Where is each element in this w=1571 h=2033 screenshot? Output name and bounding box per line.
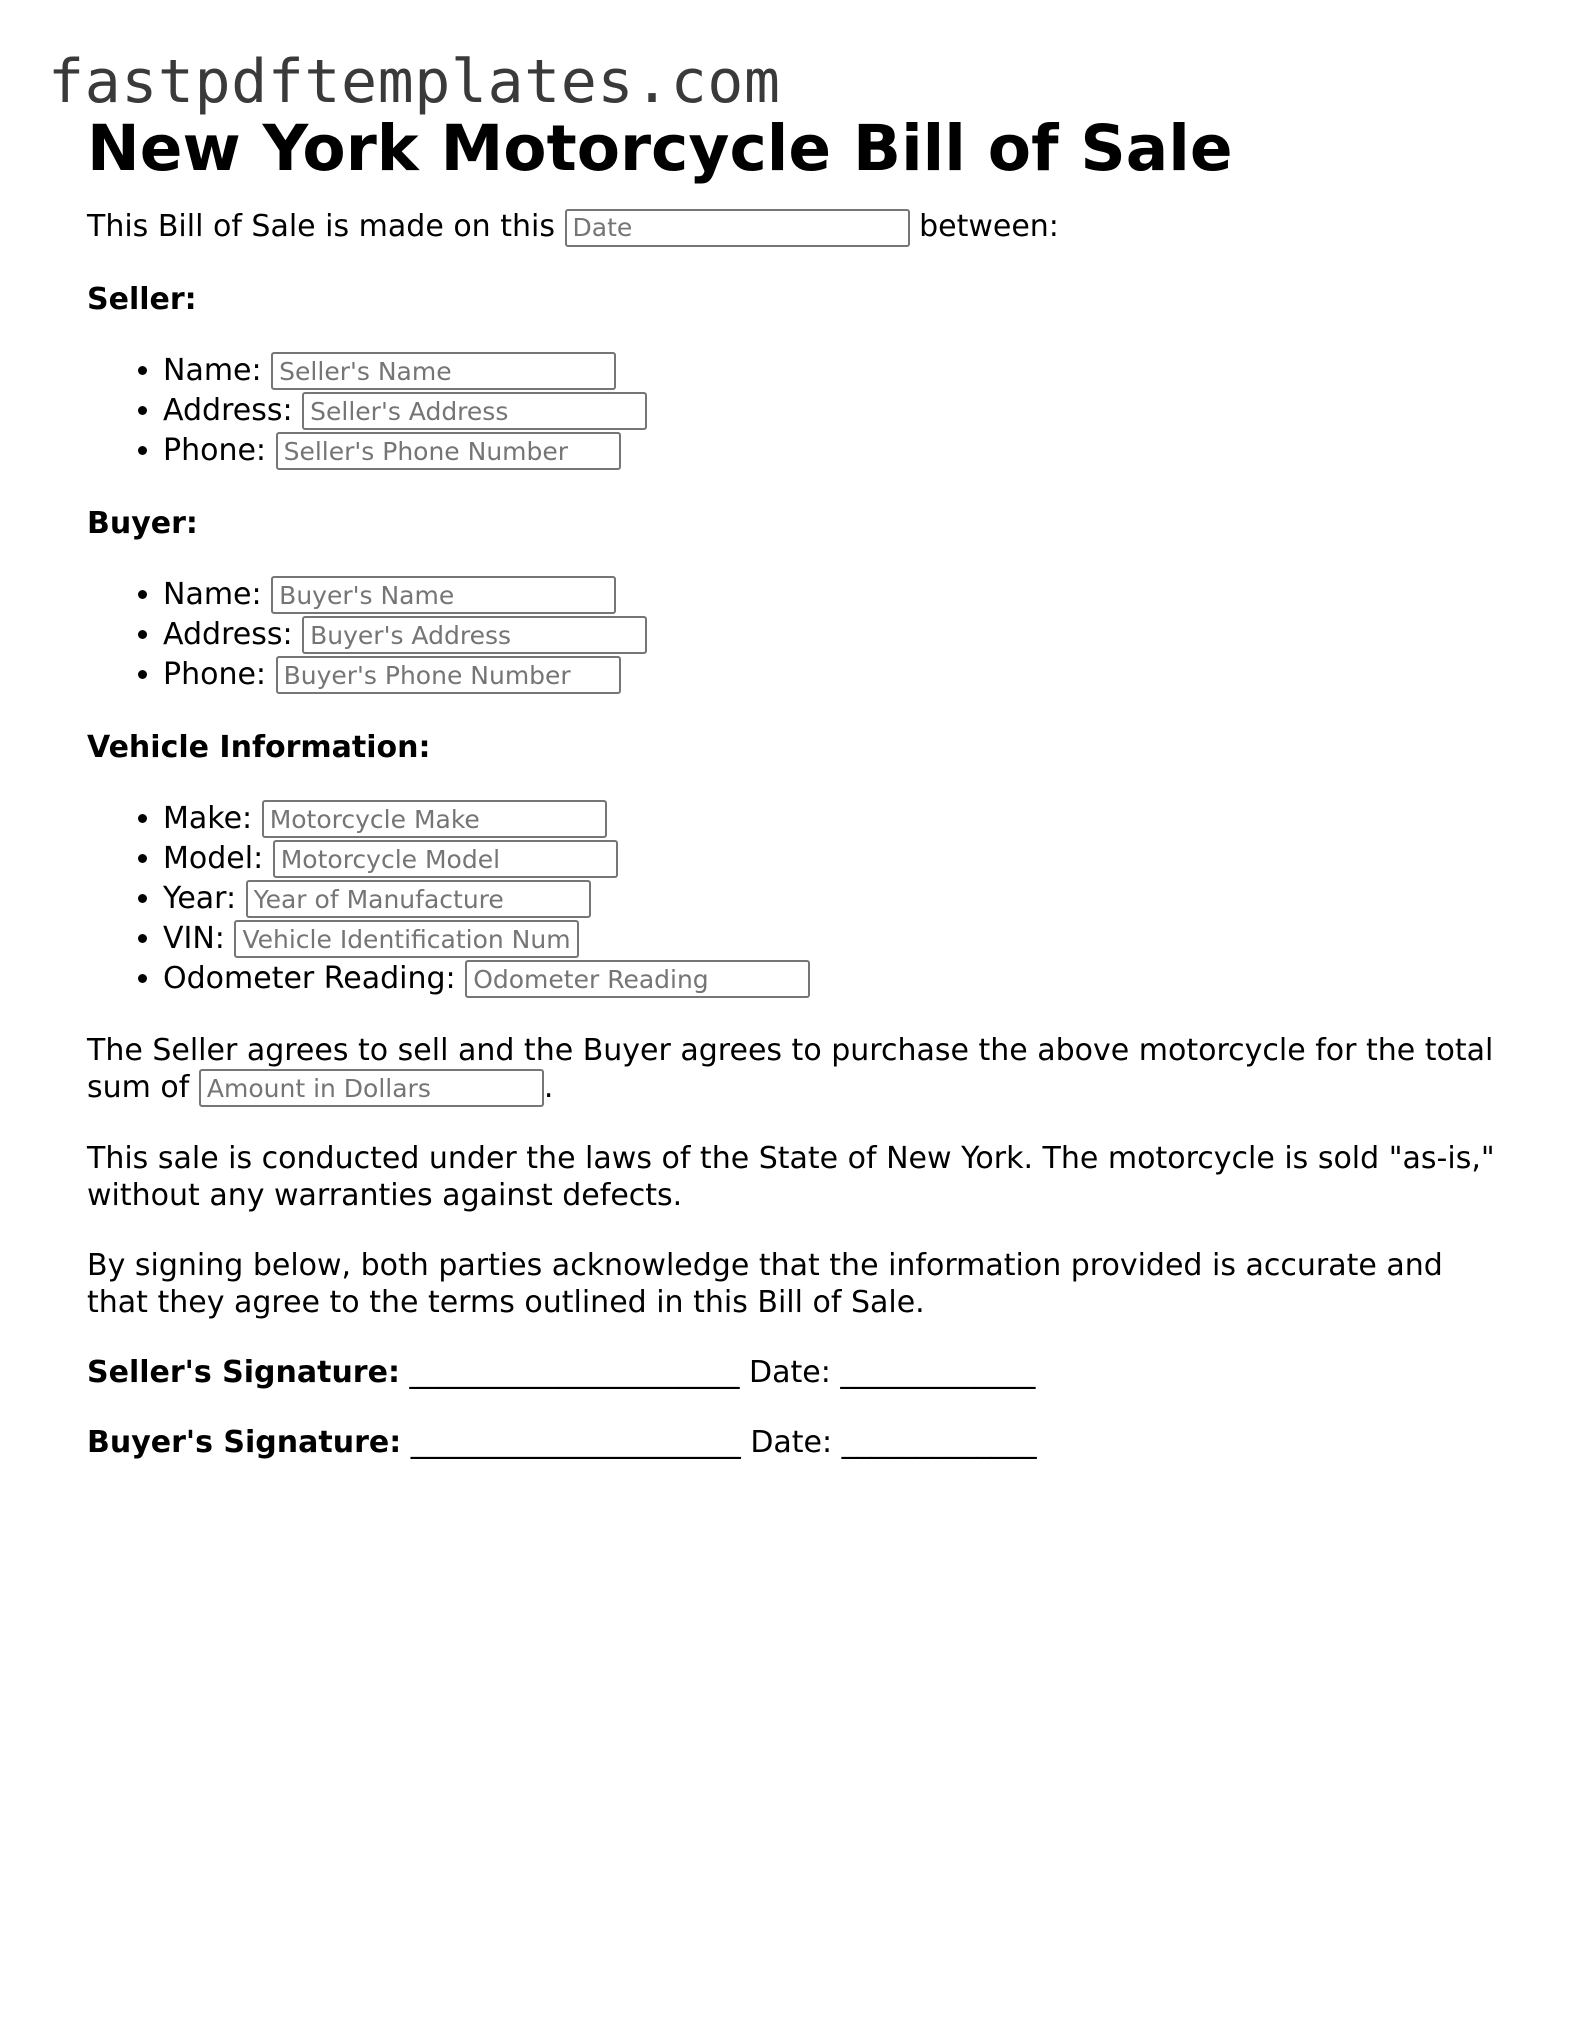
vehicle-model-input[interactable] [273,840,618,878]
seller-list [87,351,1507,471]
price-text: The Seller agrees to sell and the Buyer agrees to purchase the above motorcycle for the total sum of [87,1032,1494,1105]
seller-name-label: Name: [163,352,262,388]
buyer-phone-item [163,655,1507,695]
seller-signature-blank: ______________________ [409,1355,740,1390]
buyer-signature-line [87,1424,1507,1461]
seller-address-item [163,391,1507,431]
vehicle-odometer-input[interactable] [465,960,810,998]
vehicle-year-input[interactable] [246,880,591,918]
vehicle-odometer-item [163,959,1507,999]
buyer-address-input[interactable] [302,616,647,654]
vehicle-year-item [163,879,1507,919]
vehicle-vin-label: VIN: [163,920,225,956]
buyer-phone-label: Phone: [163,656,267,692]
amount-input[interactable] [199,1069,544,1107]
vehicle-make-item [163,799,1507,839]
buyer-date-blank: _____________ [841,1425,1037,1460]
vehicle-vin-input[interactable] [234,920,579,958]
vehicle-vin-item [163,919,1507,959]
seller-signature-line [87,1354,1507,1391]
buyer-name-input[interactable] [271,576,616,614]
buyer-date-label: Date: [750,1425,833,1460]
buyer-signature-blank: ______________________ [410,1425,741,1460]
seller-date-label: Date: [749,1355,831,1390]
vehicle-heading: Vehicle Information: [87,729,431,765]
seller-name-input[interactable] [271,352,616,390]
vehicle-make-label: Make: [163,800,253,836]
buyer-name-label: Name: [163,576,262,612]
vehicle-odometer-label: Odometer Reading: [163,960,456,996]
seller-phone-item [163,431,1507,471]
watermark-text: fastpdftemplates.com [48,47,781,117]
laws-paragraph: This sale is conducted under the laws of the State of New York. The motorcycle is sold "as-is," without any warranties against defects. [87,1141,1495,1213]
vehicle-year-label: Year: [163,880,237,916]
buyer-heading: Buyer: [87,505,198,541]
seller-heading: Seller: [87,281,197,317]
page-title: New York Motorcycle Bill of Sale [87,112,1233,185]
acknowledge-paragraph: By signing below, both parties acknowledge that the information provided is accurate and that they agree to the terms outlined in this Bill of Sale. [87,1248,1443,1320]
seller-address-input[interactable] [302,392,647,430]
seller-address-label: Address: [163,392,293,428]
seller-signature-label: Seller's Signature: [87,1355,400,1390]
intro-line [87,208,1507,247]
price-end: . [543,1069,554,1105]
vehicle-make-input[interactable] [262,800,607,838]
buyer-address-label: Address: [163,616,293,652]
buyer-signature-label: Buyer's Signature: [87,1425,402,1460]
buyer-phone-input[interactable] [276,656,621,694]
buyer-list [87,575,1507,695]
seller-phone-label: Phone: [163,432,267,468]
seller-phone-input[interactable] [276,432,621,470]
intro-text-before: This Bill of Sale is made on this [87,209,555,244]
intro-text-after: between: [919,209,1059,244]
vehicle-model-label: Model: [163,840,264,876]
buyer-name-item [163,575,1507,615]
seller-name-item [163,351,1507,391]
vehicle-list [87,799,1507,999]
date-input[interactable] [565,209,910,247]
price-paragraph [87,1032,1507,1108]
seller-date-blank: _____________ [840,1355,1036,1390]
document-body [87,108,1507,1461]
vehicle-model-item [163,839,1507,879]
buyer-address-item [163,615,1507,655]
